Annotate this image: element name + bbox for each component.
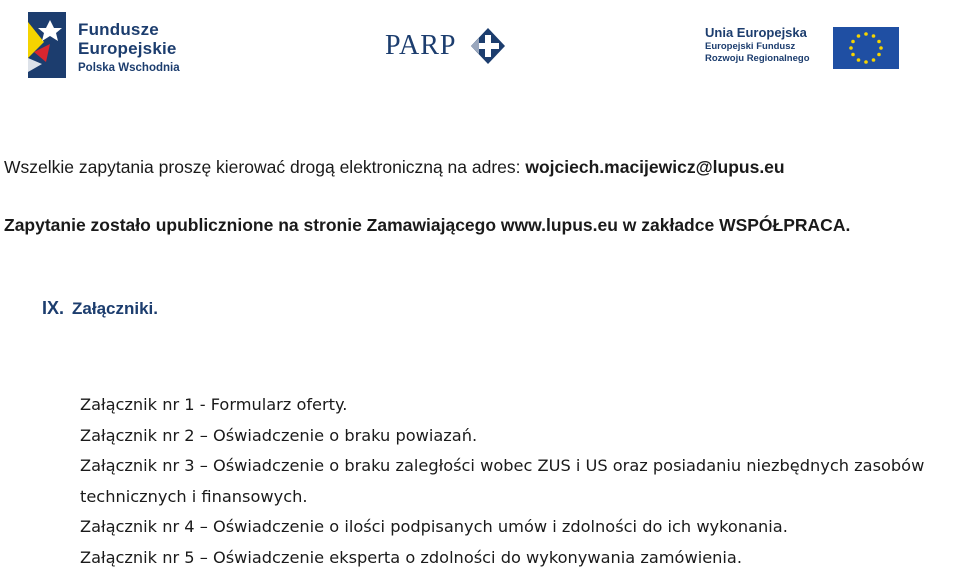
eu-flag-icon — [833, 27, 899, 69]
published-paragraph: Zapytanie zostało upublicznione na stronie Zamawiającego www.lupus.eu w zakładce WSPÓŁPRACA. — [4, 215, 851, 235]
parp-icon — [471, 28, 505, 64]
section-heading — [42, 298, 158, 319]
attachment-item: Załącznik nr 3 – Oświadczenie o braku zaległości wobec ZUS i US oraz posiadaniu niezbędnych zasobów technicznych i finansowych. — [80, 456, 925, 506]
attachment-item: Załącznik nr 1 - Formularz oferty. — [80, 395, 348, 414]
attachment-item: Załącznik nr 2 – Oświadczenie o braku powiazań. — [80, 425, 478, 445]
contact-email[interactable]: wojciech.macijewicz@lupus.eu — [525, 157, 785, 177]
fundusze-line2: Europejskie — [78, 39, 177, 58]
contact-paragraph — [4, 156, 956, 178]
header-logos — [0, 0, 960, 100]
fundusze-europejskie-logo — [28, 12, 198, 82]
fundusze-line1: Fundusze — [78, 20, 159, 39]
fundusze-europejskie-icon — [28, 12, 66, 78]
ue-line3: Rozwoju Regionalnego — [705, 53, 810, 64]
attachment-item: Załącznik nr 4 – Oświadczenie o ilości podpisanych umów i zdolności do ich wykonania. — [80, 517, 788, 536]
ue-line2: Europejski Fundusz — [705, 41, 796, 52]
parp-logo-text: PARP — [385, 30, 457, 61]
fundusze-line3: Polska Wschodnia — [78, 62, 180, 74]
unia-europejska-logo — [705, 25, 905, 75]
attachment-item: Załącznik nr 5 – Oświadczenie eksperta o zdolności do wykonywania zamówienia. — [80, 547, 742, 567]
contact-prefix: Wszelkie zapytania proszę kierować drogą elektroniczną na adres: — [4, 157, 526, 177]
section-title: Załączniki. — [72, 299, 158, 318]
section-number: IX. — [42, 298, 65, 318]
attachments-list — [80, 390, 960, 573]
ue-line1: Unia Europejska — [705, 25, 807, 40]
parp-logo — [385, 28, 520, 68]
